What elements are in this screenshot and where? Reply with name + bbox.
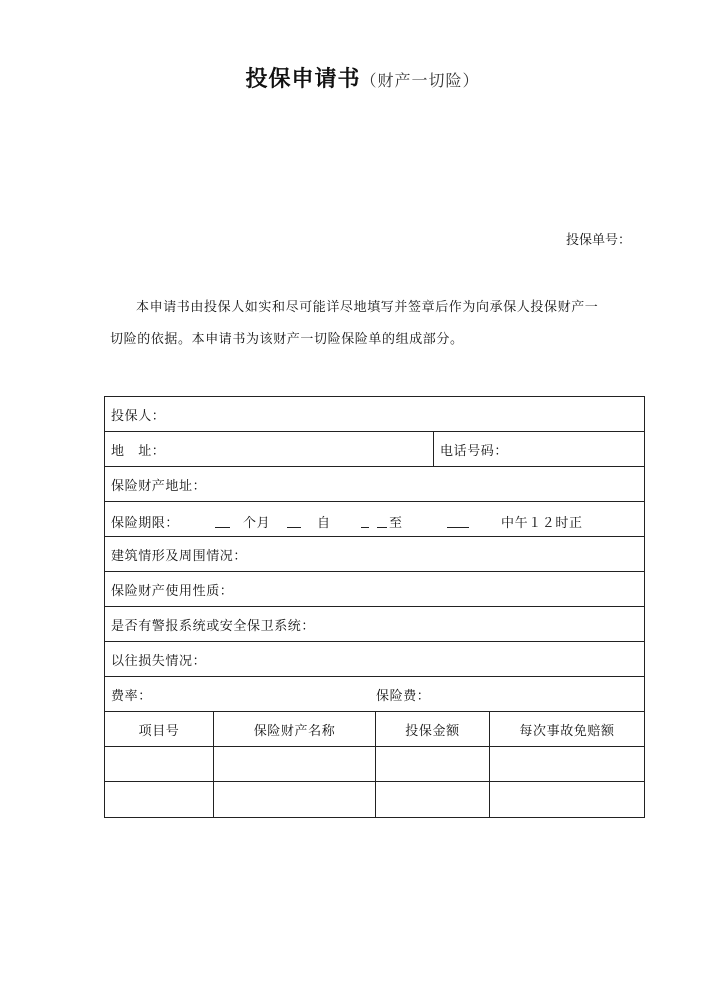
period-from: 自 bbox=[317, 516, 331, 531]
application-form bbox=[104, 396, 645, 818]
rate-cell[interactable] bbox=[105, 677, 370, 711]
period-month-unit: 个月 bbox=[243, 516, 271, 531]
table-row bbox=[105, 782, 644, 817]
title-subtitle: （财产一切险） bbox=[360, 71, 480, 90]
period-to: 至 bbox=[389, 516, 403, 531]
intro-paragraph bbox=[110, 292, 650, 356]
table-cell[interactable] bbox=[214, 782, 376, 817]
premium-cell[interactable] bbox=[370, 677, 644, 711]
period-months-blank[interactable] bbox=[215, 514, 230, 528]
table-row bbox=[105, 747, 644, 782]
header-deductible: 每次事故免赔额 bbox=[519, 723, 615, 739]
period-row[interactable] bbox=[105, 502, 644, 537]
header-item-no: 项目号 bbox=[105, 712, 214, 746]
usage-row[interactable] bbox=[105, 572, 644, 607]
premium-label: 保险费： bbox=[376, 688, 431, 704]
policy-number-label: 投保单号： bbox=[566, 233, 632, 248]
rate-premium-row bbox=[105, 677, 644, 712]
table-cell[interactable] bbox=[490, 782, 644, 817]
table-cell[interactable] bbox=[376, 747, 490, 781]
building-label: 建筑情形及周围情况： bbox=[111, 548, 248, 564]
loss-history-label: 以往损失情况： bbox=[111, 653, 207, 669]
header-property-name: 保险财产名称 bbox=[214, 712, 376, 746]
period-start-blank[interactable] bbox=[287, 514, 301, 528]
table-header-row bbox=[105, 712, 644, 747]
applicant-label: 投保人： bbox=[111, 408, 166, 424]
phone-label: 电话号码： bbox=[440, 443, 509, 459]
address-row bbox=[105, 432, 644, 467]
property-address-label: 保险财产地址： bbox=[111, 478, 207, 494]
alarm-label: 是否有警报系统或安全保卫系统： bbox=[111, 618, 316, 634]
usage-label: 保险财产使用性质： bbox=[111, 583, 234, 599]
header-insured-amount: 投保金额 bbox=[376, 712, 490, 746]
table-cell[interactable] bbox=[214, 747, 376, 781]
rate-label: 费率： bbox=[111, 688, 152, 704]
period-end-blank[interactable] bbox=[377, 514, 387, 528]
applicant-row[interactable] bbox=[105, 397, 644, 432]
alarm-row[interactable] bbox=[105, 607, 644, 642]
property-address-row[interactable] bbox=[105, 467, 644, 502]
phone-cell[interactable] bbox=[434, 432, 644, 466]
intro-line-1: 本申请书由投保人如实和尽可能详尽地填写并签章后作为向承保人投保财产一 bbox=[136, 300, 599, 315]
address-cell[interactable] bbox=[105, 432, 434, 466]
period-noon: 中午１２时正 bbox=[501, 516, 583, 531]
document-title bbox=[0, 62, 725, 93]
intro-line-2: 切险的依据。本申请书为该财产一切险保险单的组成部分。 bbox=[110, 332, 464, 347]
table-cell[interactable] bbox=[105, 747, 214, 781]
loss-history-row[interactable] bbox=[105, 642, 644, 677]
title-main: 投保申请书 bbox=[245, 67, 361, 92]
table-cell[interactable] bbox=[490, 747, 644, 781]
address-label: 地 址： bbox=[111, 443, 166, 459]
table-cell[interactable] bbox=[105, 782, 214, 817]
period-start-date-blank[interactable] bbox=[361, 514, 369, 528]
table-cell[interactable] bbox=[376, 782, 490, 817]
period-label: 保险期限： bbox=[111, 516, 180, 531]
building-row[interactable] bbox=[105, 537, 644, 572]
period-end-date-blank[interactable] bbox=[447, 514, 469, 528]
